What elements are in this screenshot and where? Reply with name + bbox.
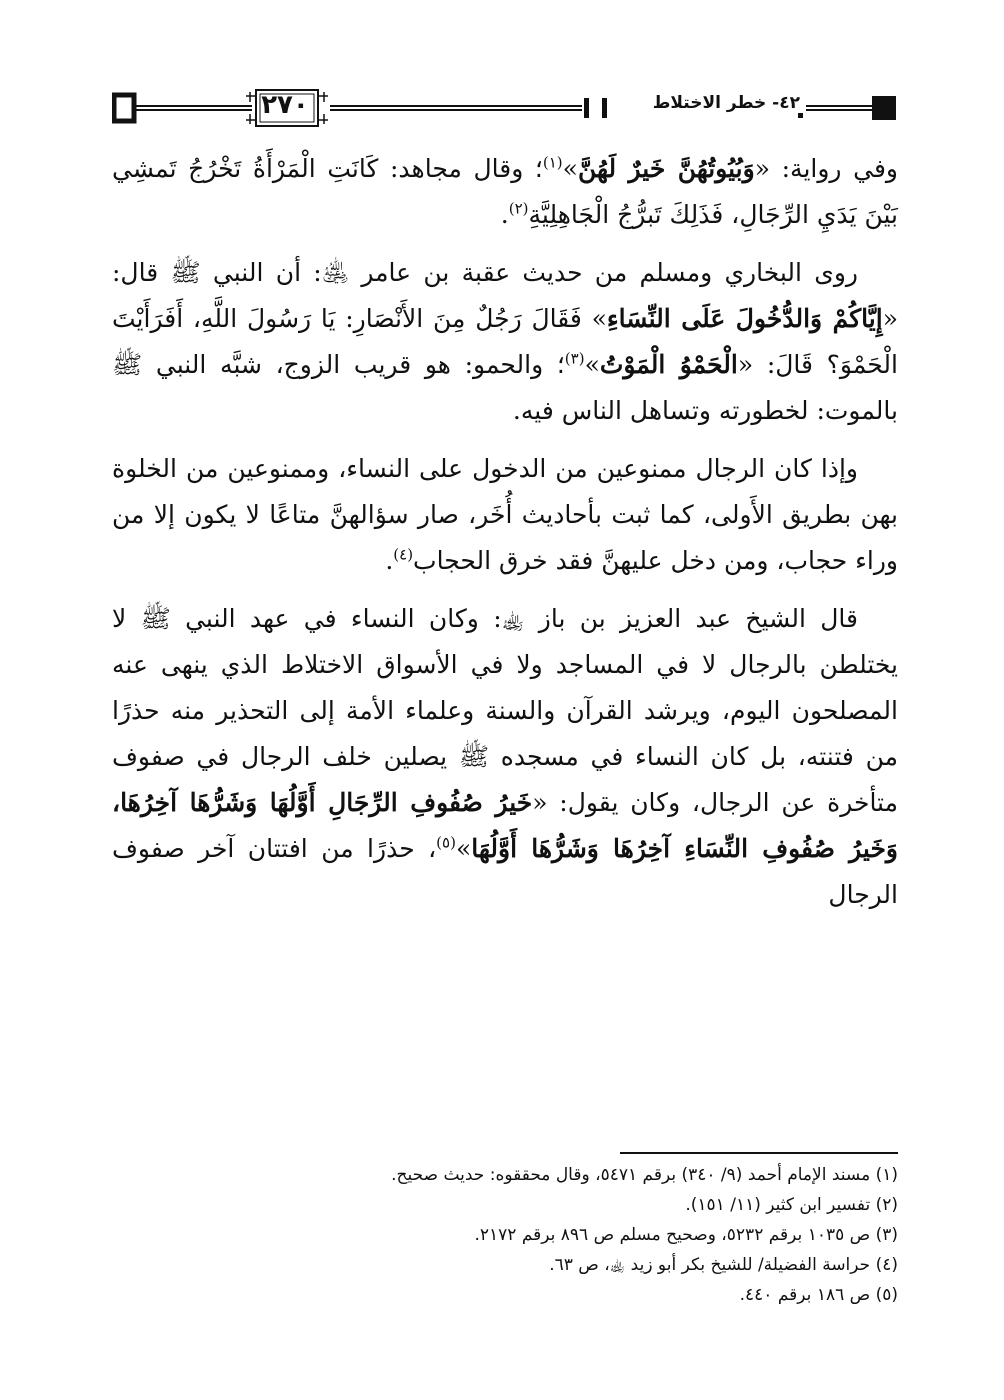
- hadith-quote: الْحَمْوُ الْمَوْتُ: [599, 350, 738, 379]
- text-run: »: [562, 154, 578, 183]
- footnote-ref: (٥): [436, 833, 456, 852]
- text-run: ، حذرًا من افتتان آخر صفوف الرجال: [112, 834, 898, 909]
- main-text: [112, 146, 898, 930]
- paragraph-1: [112, 146, 898, 238]
- hadith-quote: خَيرُ صُفُوفِ الرِّجَالِ أَوَّلُهَا وَشَرُّهَا آخِرُهَا، وَخَيرُ صُفُوفِ النِّسَاءِ آخِرُهَا وَشَرُّهَا أَوَّلُهَا: [112, 788, 898, 863]
- text-run: » فَقَالَ رَجُلٌ مِنَ الأَنْصَارِ: يَا رَسُولَ اللَّهِ، أَفَرَأَيْتَ الْحَمْوَ؟ قَالَ: «: [112, 304, 898, 379]
- text-run: وفي رواية: «: [754, 154, 898, 183]
- page-number: ٢٧٠: [261, 90, 309, 120]
- hadith-quote: إِيَّاكُمْ وَالدُّخُولَ عَلَى النِّسَاءِ: [606, 304, 883, 333]
- text-run: ؛ وقال مجاهد: كَانَتِ الْمَرْأَةُ تَخْرُجُ تَمشِي بَيْنَ يَدَيِ الرِّجَالِ، فَذَلِكَ تَبرُّجُ الْجَاهِلِيَّةِ: [112, 154, 898, 229]
- text-run: »: [584, 350, 600, 379]
- chapter-title: ٤٢- خطر الاختلاط: [647, 93, 806, 113]
- footnote-ref: (٢): [508, 199, 529, 218]
- footnote-3: (٣) ص ١٠٣٥ برقم ٥٢٣٢، وصحيح مسلم ص ٨٩٦ برقم ٢١٧٢.: [474, 1225, 898, 1245]
- page-header: [112, 86, 898, 130]
- footnote-ref: (٣): [564, 349, 585, 368]
- footnote-ref: (٤): [393, 545, 414, 564]
- footnotes: [112, 1160, 898, 1310]
- text-run: روى البخاري ومسلم من حديث عقبة بن عامر ﵁: أن النبي ﷺ قال: «: [112, 258, 898, 333]
- footnote-1: (١) مسند الإمام أحمد (٩/ ٣٤٠) برقم ٥٤٧١، وقال محققوه: حديث صحيح.: [391, 1165, 898, 1185]
- text-run: .: [500, 200, 509, 229]
- text-run: قال الشيخ عبد العزيز بن باز ﵀: وكان النساء في عهد النبي ﷺ لا يختلطن بالرجال لا في المساجد ولا في الأسواق الاختلاط الذي ينهى عنه المصلحون اليوم، ويرشد القرآن والسنة وعلماء الأمة إلى التحذير منه حذرًا من فتنته، بل كان النساء في مسجده ﷺ يصلين خلف الرجال في صفوف متأخرة عن الرجال، وكان يقول: «: [112, 604, 898, 817]
- paragraph-2: [112, 250, 898, 434]
- text-run: »: [455, 834, 472, 863]
- footnote-ref: (١): [542, 153, 563, 172]
- footnote-2: (٢) تفسير ابن كثير (١١/ ١٥١).: [685, 1195, 898, 1215]
- footnote-5: (٥) ص ١٨٦ برقم ٤٤٠.: [739, 1285, 898, 1305]
- text-run: وإذا كان الرجال ممنوعين من الدخول على النساء، وممنوعين من الخلوة بهن بطريق الأَولى، كما ثبت بأحاديث أُخَر، صار سؤالهنَّ متاعًا لا يكون إلا من وراء حجاب، ومن دخل عليهنَّ فقد خرق الحجاب: [112, 454, 898, 575]
- text-run: ؛ والحمو: هو قريب الزوج، شبَّه النبي ﷺ بالموت: لخطورته وتساهل الناس فيه.: [112, 350, 898, 425]
- hadith-quote: وَبُيُوتُهُنَّ خَيرٌ لَهُنَّ: [577, 154, 755, 183]
- paragraph-4: [112, 596, 898, 918]
- footnote-divider: [620, 1152, 898, 1154]
- footnote-4: (٤) حراسة الفضيلة/ للشيخ بكر أبو زيد ﵀، ص ٦٣.: [549, 1255, 898, 1275]
- paragraph-3: [112, 446, 898, 584]
- text-run: .: [385, 546, 394, 575]
